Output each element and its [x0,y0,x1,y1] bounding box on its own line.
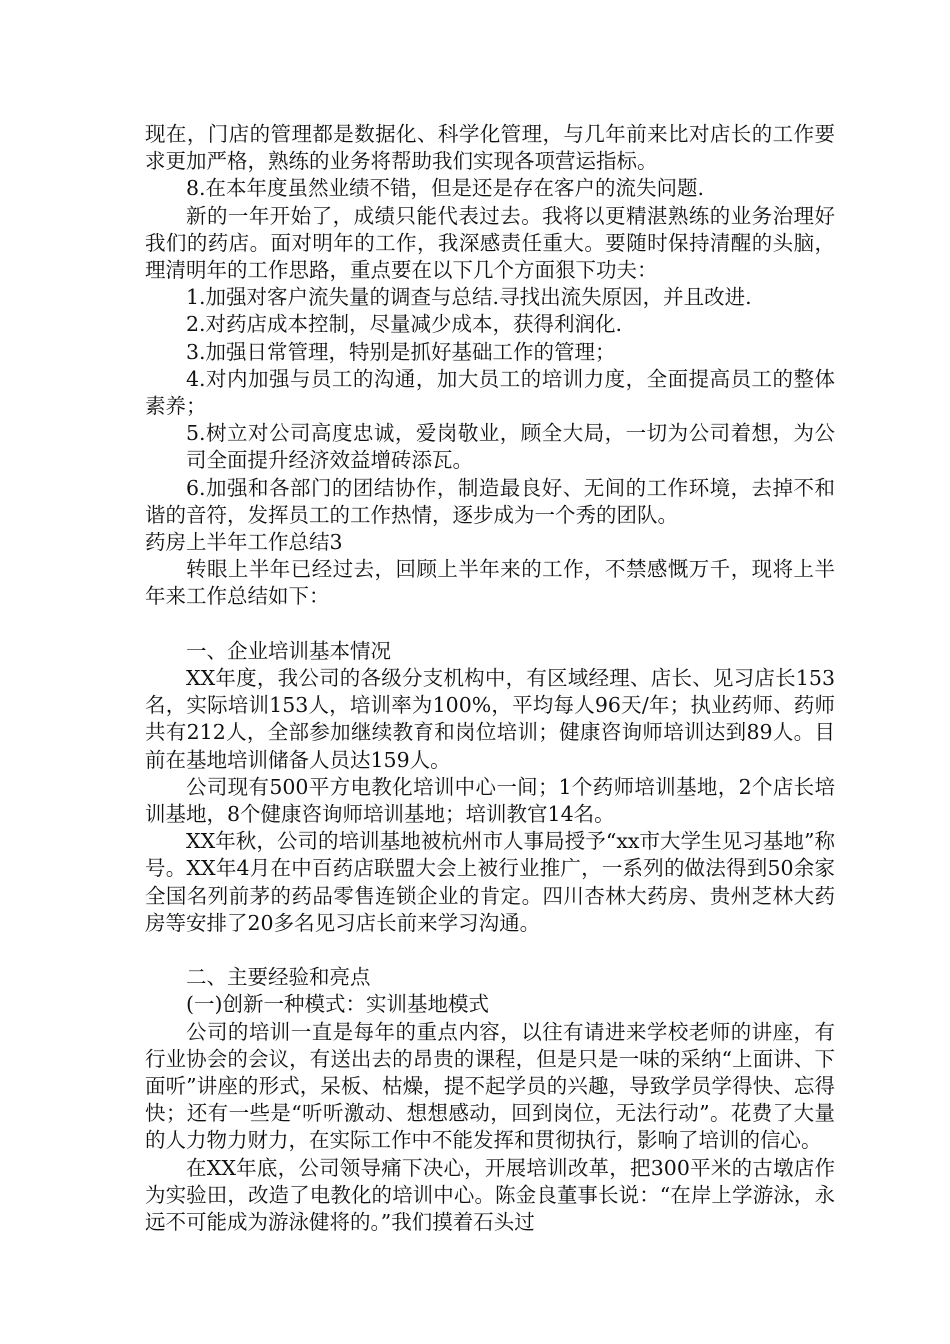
blank-line [145,937,835,964]
paragraph: 公司的培训一直是每年的重点内容，以往有请进来学校老师的讲座，有行业协会的会议，有送出去的昂贵的课程，但是只是一味的采纳“上面讲、下面听”讲座的形式，呆板、枯燥，提不起学员的兴趣，导致学员学得快、忘得快；还有一些是“听听激动、想想感动，回到岗位，无法行动”。花费了大量的人力物力财力，在实际工作中不能发挥和贯彻执行，影响了培训的信心。 [145,1019,835,1153]
list-item: 3.加强日常管理，特别是抓好基础工作的管理； [186,339,616,364]
paragraph: 现在，门店的管理都是数据化、科学化管理，与几年前来比对店长的工作要求更加严格，熟练的业务将帮助我们实现各项营运指标。 [145,122,835,174]
document-body [145,121,835,1236]
list-item: 1.加强对客户流失量的调查与总结.寻找出流失原因，并且改进. [186,285,752,310]
section-heading: 一、企业培训基本情况 [186,638,391,663]
paragraph: 转眼上半年已经过去，回顾上半年来的工作，不禁感慨万千，现将上半年来工作总结如下： [145,557,835,609]
paragraph: XX年秋，公司的培训基地被杭州市人事局授予“xx市大学生见习基地”称号。XX年4月在中百药店联盟大会上被行业推广，一系列的做法得到50余家全国名列前茅的药品零售连锁企业的肯定。四川杏林大药房、贵州芝林大药房等安排了20多名见习店长前来学习沟通。 [145,829,835,935]
list-item: 6.加强和各部门的团结协作，制造最良好、无间的工作环境，去掉不和谐的音符，发挥员工的工作热情，逐步成为一个秀的团队。 [145,475,835,527]
list-item: 2.对药店成本控制，尽量减少成本，获得利润化. [186,312,623,337]
paragraph: 8.在本年度虽然业绩不错，但是还是存在客户的流失问题. [186,176,705,201]
paragraph: XX年度，我公司的各级分支机构中，有区域经理、店长、见习店长153名，实际培训153人，培训率为100%，平均每人96天/年；执业药师、药师共有212人，全部参加继续教育和岗位培训；健康咨询师培训达到89人。目前在基地培训储备人员达159人。 [145,666,835,772]
paragraph: 在XX年底，公司领导痛下决心，开展培训改革，把300平米的古墩店作为实验田，改造了电教化的培训中心。陈金良董事长说：“在岸上学游泳，永远不可能成为游泳健将的。”我们摸着石头过 [145,1155,835,1235]
blank-line [145,611,835,638]
section-heading: 二、主要经验和亮点 [186,965,371,990]
paragraph: 新的一年开始了，成绩只能代表过去。我将以更精湛熟练的业务治理好我们的药店。面对明年的工作，我深感责任重大。要随时保持清醒的头脑，理清明年的工作思路，重点要在以下几个方面狠下功夫： [145,203,835,283]
list-item: 5.树立对公司高度忠诚，爱岗敬业，顾全大局，一切为公司着想，为公司全面提升经济效益增砖添瓦。 [186,421,835,473]
section-title: 药房上半年工作总结3 [145,530,343,555]
subsection-heading: (一)创新一种模式：实训基地模式 [186,992,489,1017]
paragraph: 公司现有500平方电教化培训中心一间；1个药师培训基地，2个店长培训基地，8个健康咨询师培训基地；培训教官14名。 [145,774,835,827]
list-item: 4.对内加强与员工的沟通，加大员工的培训力度，全面提高员工的整体素养； [145,366,835,419]
